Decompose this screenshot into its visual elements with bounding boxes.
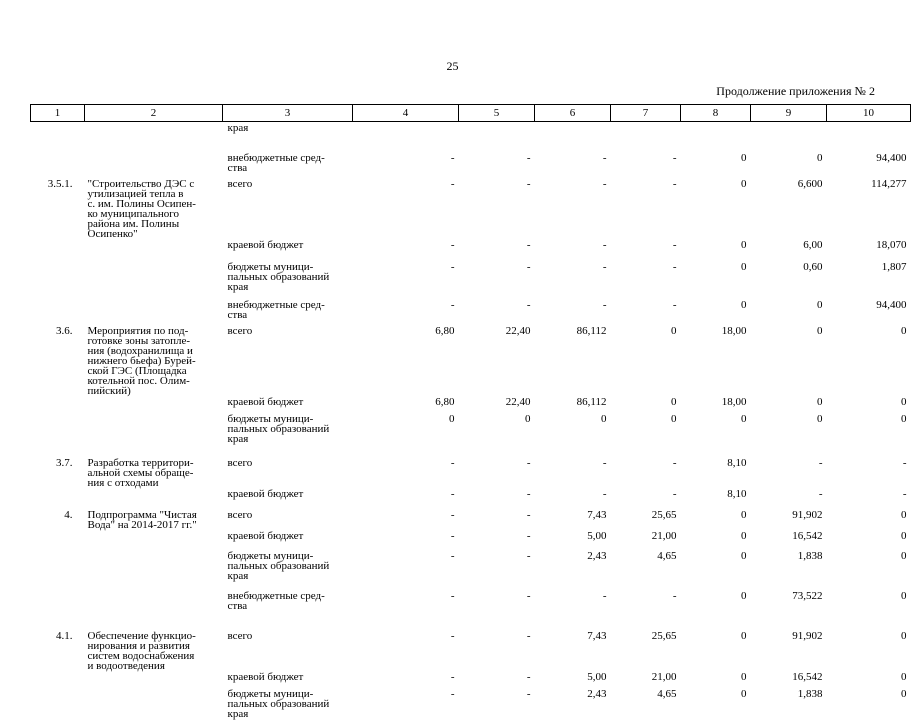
table-row bbox=[31, 325, 911, 396]
value-cell-col-9: 1,838 bbox=[797, 687, 823, 700]
table-row bbox=[31, 413, 911, 457]
appendix-table bbox=[30, 104, 911, 722]
funding-source-line: бюджеты муници- bbox=[227, 412, 314, 425]
item-number bbox=[31, 239, 85, 261]
funding-source-line: пальных образований bbox=[227, 559, 330, 572]
value-cell-col-7: - bbox=[672, 456, 677, 469]
table-row bbox=[31, 152, 911, 178]
value-cell-col-6: 86,112 bbox=[576, 395, 607, 408]
value-cell-col-5: - bbox=[526, 298, 531, 311]
value-cell-col-10: 94,400 bbox=[876, 298, 907, 311]
item-name-line: утилизацией тепла в bbox=[87, 187, 184, 200]
table-row bbox=[31, 457, 911, 488]
column-header: 6 bbox=[535, 105, 611, 122]
table-row bbox=[31, 671, 911, 688]
value-cell-col-6: - bbox=[602, 151, 607, 164]
value-cell-col-6: - bbox=[602, 298, 607, 311]
value-cell-col-9 bbox=[751, 122, 827, 152]
funding-source bbox=[223, 152, 353, 178]
item-name-line: Вода" на 2014-2017 гг." bbox=[87, 518, 197, 531]
appendix-continuation-note: Продолжение приложения № 2 bbox=[716, 84, 875, 98]
value-cell-col-10: - bbox=[902, 487, 907, 500]
funding-source-line: пальных образований bbox=[227, 422, 330, 435]
value-cell-col-10: 0 bbox=[901, 412, 907, 425]
item-name bbox=[85, 178, 223, 239]
value-cell-col-4: - bbox=[450, 177, 455, 190]
item-number: 4. bbox=[64, 508, 73, 521]
funding-source-line: бюджеты муници- bbox=[227, 260, 314, 273]
funding-source bbox=[223, 590, 353, 630]
column-header: 7 bbox=[611, 105, 681, 122]
funding-source-line: всего bbox=[227, 456, 253, 469]
value-cell-col-5: - bbox=[526, 589, 531, 602]
item-name-line: и водоотведения bbox=[87, 659, 165, 672]
value-cell-col-8: 0 bbox=[741, 260, 747, 273]
column-header: 3 bbox=[223, 105, 353, 122]
funding-source-line: внебюджетные сред- bbox=[227, 298, 325, 311]
value-cell-col-4: - bbox=[450, 670, 455, 683]
item-name-line: Обеспечение функцио- bbox=[87, 629, 196, 642]
item-number bbox=[31, 122, 85, 152]
item-name-line: ко муниципального bbox=[87, 207, 180, 220]
value-cell-col-9: - bbox=[818, 487, 823, 500]
funding-source-line: края bbox=[227, 432, 249, 445]
value-cell-col-8: 0 bbox=[741, 298, 747, 311]
funding-source-line: края bbox=[227, 280, 249, 293]
table-row bbox=[31, 299, 911, 325]
value-cell-col-10: 94,400 bbox=[876, 151, 907, 164]
value-cell-col-7 bbox=[611, 122, 681, 152]
value-cell-col-10: 0 bbox=[901, 670, 907, 683]
item-name-line: нижнего бьефа) Бурей- bbox=[87, 354, 196, 367]
item-name bbox=[85, 261, 223, 299]
funding-source-line: бюджеты муници- bbox=[227, 687, 314, 700]
funding-source bbox=[223, 325, 353, 396]
value-cell-col-5: 22,40 bbox=[505, 324, 531, 337]
funding-source bbox=[223, 488, 353, 509]
value-cell-col-5: - bbox=[526, 529, 531, 542]
item-name-line: "Строительство ДЭС с bbox=[87, 177, 195, 190]
funding-source bbox=[223, 396, 353, 413]
item-name bbox=[85, 550, 223, 590]
table-row bbox=[31, 178, 911, 239]
item-number bbox=[31, 550, 85, 590]
item-name-line: готовке зоны затопле- bbox=[87, 334, 190, 347]
item-number: 3.7. bbox=[56, 456, 73, 469]
item-name bbox=[85, 509, 223, 530]
value-cell-col-10: 0 bbox=[901, 629, 907, 642]
value-cell-col-4: - bbox=[450, 549, 455, 562]
item-name bbox=[85, 413, 223, 457]
value-cell-col-6: 2,43 bbox=[587, 549, 607, 562]
value-cell-col-9: 0 bbox=[817, 324, 823, 337]
value-cell-col-5 bbox=[459, 122, 535, 152]
value-cell-col-7: 25,65 bbox=[651, 629, 677, 642]
table-row bbox=[31, 488, 911, 509]
item-name bbox=[85, 590, 223, 630]
funding-source bbox=[223, 261, 353, 299]
value-cell-col-5: - bbox=[526, 687, 531, 700]
funding-source-line: пальных образований bbox=[227, 697, 330, 710]
column-header: 9 bbox=[751, 105, 827, 122]
column-header: 2 bbox=[85, 105, 223, 122]
table-row bbox=[31, 261, 911, 299]
item-number bbox=[31, 590, 85, 630]
table-body bbox=[31, 122, 911, 722]
value-cell-col-9: 16,542 bbox=[792, 670, 823, 683]
funding-source bbox=[223, 457, 353, 488]
item-name-line: района им. Полины bbox=[87, 217, 180, 230]
value-cell-col-8: 0 bbox=[741, 177, 747, 190]
item-number bbox=[31, 299, 85, 325]
value-cell-col-6: - bbox=[602, 456, 607, 469]
item-name bbox=[85, 688, 223, 722]
value-cell-col-8: 8,10 bbox=[727, 487, 747, 500]
funding-source-line: края bbox=[227, 707, 249, 720]
value-cell-col-10: 0 bbox=[901, 395, 907, 408]
funding-source bbox=[223, 530, 353, 550]
funding-source-line: внебюджетные сред- bbox=[227, 589, 325, 602]
value-cell-col-6: 5,00 bbox=[587, 670, 607, 683]
value-cell-col-10: 0 bbox=[901, 508, 907, 521]
value-cell-col-8: 0 bbox=[741, 670, 747, 683]
value-cell-col-7: - bbox=[672, 298, 677, 311]
item-name bbox=[85, 630, 223, 671]
column-header: 4 bbox=[353, 105, 459, 122]
value-cell-col-8: 18,00 bbox=[721, 395, 747, 408]
funding-source-line: краевой бюджет bbox=[227, 529, 304, 542]
item-name bbox=[85, 122, 223, 152]
item-number bbox=[31, 488, 85, 509]
item-number bbox=[31, 688, 85, 722]
table-row bbox=[31, 122, 911, 152]
value-cell-col-7: - bbox=[672, 177, 677, 190]
funding-source-line: краевой бюджет bbox=[227, 238, 304, 251]
funding-source-line: краевой бюджет bbox=[227, 670, 304, 683]
item-number bbox=[31, 530, 85, 550]
value-cell-col-4: - bbox=[450, 151, 455, 164]
funding-source-line: края bbox=[227, 569, 249, 582]
value-cell-col-6: 7,43 bbox=[587, 629, 607, 642]
item-number: 3.6. bbox=[56, 324, 73, 337]
item-name bbox=[85, 239, 223, 261]
value-cell-col-6: - bbox=[602, 238, 607, 251]
value-cell-col-9: 91,902 bbox=[792, 508, 823, 521]
value-cell-col-10 bbox=[827, 122, 911, 152]
value-cell-col-4: - bbox=[450, 260, 455, 273]
funding-source bbox=[223, 178, 353, 239]
funding-source-line: ства bbox=[227, 308, 248, 321]
item-name-line: нирования и развития bbox=[87, 639, 190, 652]
funding-source-line: ства bbox=[227, 161, 248, 174]
value-cell-col-9: 6,00 bbox=[803, 238, 823, 251]
value-cell-col-8: 8,10 bbox=[727, 456, 747, 469]
item-name-line: ния (водохранилища и bbox=[87, 344, 193, 357]
item-number: 3.5.1. bbox=[47, 177, 73, 190]
value-cell-col-9: - bbox=[818, 456, 823, 469]
value-cell-col-4: - bbox=[450, 238, 455, 251]
value-cell-col-10: 0 bbox=[901, 589, 907, 602]
funding-source bbox=[223, 509, 353, 530]
value-cell-col-6: - bbox=[602, 260, 607, 273]
item-name-line: Осипенко" bbox=[87, 227, 138, 240]
item-name-line: Разработка территори- bbox=[87, 456, 194, 469]
item-name bbox=[85, 671, 223, 688]
value-cell-col-6 bbox=[535, 122, 611, 152]
funding-source-line: всего bbox=[227, 508, 253, 521]
value-cell-col-4: 6,80 bbox=[435, 395, 455, 408]
value-cell-col-7: 21,00 bbox=[651, 670, 677, 683]
value-cell-col-5: - bbox=[526, 487, 531, 500]
value-cell-col-5: - bbox=[526, 629, 531, 642]
value-cell-col-9: 0 bbox=[817, 412, 823, 425]
value-cell-col-9: 0 bbox=[817, 298, 823, 311]
column-header: 1 bbox=[31, 105, 85, 122]
column-header: 10 bbox=[827, 105, 911, 122]
value-cell-col-7: 0 bbox=[671, 412, 677, 425]
value-cell-col-7: 0 bbox=[671, 395, 677, 408]
table-row bbox=[31, 530, 911, 550]
value-cell-col-8 bbox=[681, 122, 751, 152]
item-number bbox=[31, 396, 85, 413]
value-cell-col-5: - bbox=[526, 260, 531, 273]
item-number bbox=[31, 413, 85, 457]
value-cell-col-10: - bbox=[902, 456, 907, 469]
value-cell-col-4: - bbox=[450, 298, 455, 311]
funding-source-line: пальных образований bbox=[227, 270, 330, 283]
value-cell-col-7: 25,65 bbox=[651, 508, 677, 521]
value-cell-col-6: 0 bbox=[601, 412, 607, 425]
column-header: 8 bbox=[681, 105, 751, 122]
value-cell-col-9: 0,60 bbox=[803, 260, 823, 273]
value-cell-col-8: 0 bbox=[741, 629, 747, 642]
value-cell-col-8: 0 bbox=[741, 238, 747, 251]
item-name-line: ской ГЭС (Площадка bbox=[87, 364, 187, 377]
value-cell-col-5: 0 bbox=[525, 412, 531, 425]
funding-source bbox=[223, 299, 353, 325]
value-cell-col-5: - bbox=[526, 456, 531, 469]
item-name-line: ния с отходами bbox=[87, 476, 159, 489]
value-cell-col-7: - bbox=[672, 487, 677, 500]
item-name-line: альной схемы обраще- bbox=[87, 466, 194, 479]
value-cell-col-7: - bbox=[672, 151, 677, 164]
funding-source bbox=[223, 630, 353, 671]
value-cell-col-5: 22,40 bbox=[505, 395, 531, 408]
column-number-header bbox=[31, 105, 911, 122]
value-cell-col-9: 1,838 bbox=[797, 549, 823, 562]
item-name bbox=[85, 530, 223, 550]
table-row bbox=[31, 688, 911, 722]
item-name bbox=[85, 488, 223, 509]
page-number: 25 bbox=[446, 59, 459, 73]
value-cell-col-4 bbox=[353, 122, 459, 152]
value-cell-col-6: - bbox=[602, 589, 607, 602]
value-cell-col-7: 4,65 bbox=[657, 549, 677, 562]
value-cell-col-7: 0 bbox=[671, 324, 677, 337]
value-cell-col-7: - bbox=[672, 238, 677, 251]
item-name-line: Мероприятия по под- bbox=[87, 324, 189, 337]
value-cell-col-9: 16,542 bbox=[792, 529, 823, 542]
value-cell-col-7: - bbox=[672, 260, 677, 273]
value-cell-col-9: 0 bbox=[817, 395, 823, 408]
funding-source bbox=[223, 122, 353, 152]
value-cell-col-4: - bbox=[450, 687, 455, 700]
value-cell-col-10: 0 bbox=[901, 529, 907, 542]
value-cell-col-8: 0 bbox=[741, 687, 747, 700]
funding-source-line: внебюджетные сред- bbox=[227, 151, 325, 164]
item-name-line: пийский) bbox=[87, 384, 131, 397]
value-cell-col-10: 0 bbox=[901, 549, 907, 562]
value-cell-col-5: - bbox=[526, 670, 531, 683]
table-row bbox=[31, 630, 911, 671]
value-cell-col-8: 0 bbox=[741, 549, 747, 562]
value-cell-col-6: 7,43 bbox=[587, 508, 607, 521]
item-name bbox=[85, 396, 223, 413]
value-cell-col-8: 0 bbox=[741, 529, 747, 542]
table-row bbox=[31, 550, 911, 590]
value-cell-col-10: 114,277 bbox=[871, 177, 907, 190]
value-cell-col-5: - bbox=[526, 508, 531, 521]
funding-source bbox=[223, 413, 353, 457]
value-cell-col-5: - bbox=[526, 549, 531, 562]
item-name-line: с. им. Полины Осипен- bbox=[87, 197, 196, 210]
item-number bbox=[31, 261, 85, 299]
item-number bbox=[31, 671, 85, 688]
funding-source bbox=[223, 550, 353, 590]
value-cell-col-8: 0 bbox=[741, 151, 747, 164]
value-cell-col-5: - bbox=[526, 238, 531, 251]
value-cell-col-10: 0 bbox=[901, 687, 907, 700]
table-row bbox=[31, 239, 911, 261]
funding-source-line: всего bbox=[227, 629, 253, 642]
item-name bbox=[85, 457, 223, 488]
value-cell-col-9: 6,600 bbox=[797, 177, 823, 190]
value-cell-col-8: 0 bbox=[741, 412, 747, 425]
item-name-line: систем водоснабжения bbox=[87, 649, 195, 662]
column-header: 5 bbox=[459, 105, 535, 122]
value-cell-col-4: - bbox=[450, 589, 455, 602]
item-name bbox=[85, 325, 223, 396]
funding-source-line: всего bbox=[227, 324, 253, 337]
value-cell-col-4: - bbox=[450, 456, 455, 469]
value-cell-col-8: 0 bbox=[741, 589, 747, 602]
value-cell-col-8: 18,00 bbox=[721, 324, 747, 337]
value-cell-col-9: 91,902 bbox=[792, 629, 823, 642]
table-row bbox=[31, 590, 911, 630]
funding-source bbox=[223, 688, 353, 722]
value-cell-col-10: 1,807 bbox=[881, 260, 907, 273]
value-cell-col-4: - bbox=[450, 508, 455, 521]
item-number: 4.1. bbox=[56, 629, 73, 642]
funding-source-line: всего bbox=[227, 177, 253, 190]
value-cell-col-7: 21,00 bbox=[651, 529, 677, 542]
value-cell-col-4: - bbox=[450, 529, 455, 542]
funding-source-line: краевой бюджет bbox=[227, 395, 304, 408]
value-cell-col-4: - bbox=[450, 629, 455, 642]
table-row bbox=[31, 509, 911, 530]
value-cell-col-4: 6,80 bbox=[435, 324, 455, 337]
value-cell-col-6: 86,112 bbox=[576, 324, 607, 337]
funding-source-line: краевой бюджет bbox=[227, 487, 304, 500]
value-cell-col-6: 5,00 bbox=[587, 529, 607, 542]
value-cell-col-9: 73,522 bbox=[792, 589, 823, 602]
funding-source-line: края bbox=[227, 122, 249, 134]
value-cell-col-4: 0 bbox=[449, 412, 455, 425]
value-cell-col-5: - bbox=[526, 151, 531, 164]
value-cell-col-10: 18,070 bbox=[876, 238, 907, 251]
item-name-line: котельной пос. Олим- bbox=[87, 374, 190, 387]
value-cell-col-7: 4,65 bbox=[657, 687, 677, 700]
item-name bbox=[85, 299, 223, 325]
funding-source bbox=[223, 239, 353, 261]
funding-source-line: бюджеты муници- bbox=[227, 549, 314, 562]
item-name-line: Подпрограмма "Чистая bbox=[87, 508, 197, 521]
value-cell-col-7: - bbox=[672, 589, 677, 602]
funding-source bbox=[223, 671, 353, 688]
funding-source-line: ства bbox=[227, 599, 248, 612]
item-number bbox=[31, 152, 85, 178]
item-name bbox=[85, 152, 223, 178]
value-cell-col-9: 0 bbox=[817, 151, 823, 164]
value-cell-col-10: 0 bbox=[901, 324, 907, 337]
table-row bbox=[31, 396, 911, 413]
value-cell-col-6: - bbox=[602, 177, 607, 190]
value-cell-col-6: 2,43 bbox=[587, 687, 607, 700]
value-cell-col-5: - bbox=[526, 177, 531, 190]
value-cell-col-8: 0 bbox=[741, 508, 747, 521]
value-cell-col-4: - bbox=[450, 487, 455, 500]
value-cell-col-6: - bbox=[602, 487, 607, 500]
